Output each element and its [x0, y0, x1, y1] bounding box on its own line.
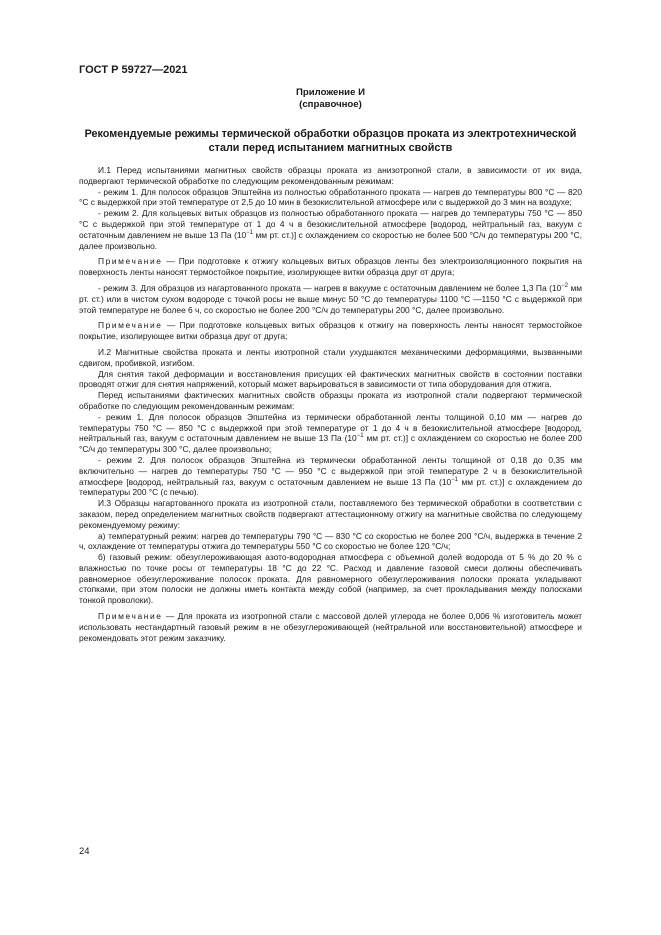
paragraph-i2: И.2 Магнитные свойства проката и ленты изотропной стали ухудшаются механическими деформациями, вызванными сдвигом, пробивкой, изгибом.: [79, 346, 582, 368]
annex-header: [79, 87, 582, 111]
note-3: Примечание — Для проката из изотропной стали с массовой долей углерода не более 0,006 % изготовитель может использовать нестандартный газовый режим в не обезуглероживающей (нейтральной или восстановительной) атмосфере и рекомендовать этот режим заказчику.: [79, 611, 582, 643]
section-heading-line-1: Рекомендуемые режимы термической обработки образцов проката из электротехнической: [84, 128, 577, 140]
section-heading: [79, 127, 582, 155]
paragraph-iso-mode-2: - режим 2. Для полосок образцов Эпштейна из термически обработанной ленты толщиной от 0,18 до 0,35 мм включительно — нагрев до температуры 750 °С — 950 °С с выдержкой при этой температуре 2 ч в безокислительной атмосфере [водород, нейтральный газ, вакуум с остаточным давлением не выше 13 Па ($10^{-1}$ мм рт. ст.)] с охлаждением до температуры 200 °С (с печью).: [79, 454, 582, 498]
paragraph-isotropic-intro: Перед испытаниями фактических магнитных свойств образцы проката из изотропной стали подвергают термической обработке по следующим рекомендованным режимам:: [79, 390, 582, 411]
paragraph-gas-mode: б) газовый режим: обезуглероживающая азото-водородная атмосфера с объемной долей водорода от 5 % до 20 % с влажностью по точке росы от температуры 18 °С до 22 °С. Расход и давление газовой смеси должны обеспечивать равномерное обезуглероживание полосок проката. Для равномерного обезуглероживания полоски проката укладывают стопками, при этом полоски не должны иметь контакта между собой (например, за счет прокладывания между полосками тонкой проволоки).: [79, 552, 582, 606]
note-label: Примечание: [98, 256, 163, 267]
body-text: [79, 165, 582, 643]
annex-type: (справочное): [299, 99, 362, 110]
paragraph-temperature-mode: а) температурный режим: нагрев до температуры 790 °С — 830 °С со скоростью не более 200 °С/ч, выдержка в течение 2 ч, охлаждение от температуры отжига до температуры 550 °С со скоростью не более 120 °С/ч;: [79, 530, 582, 552]
paragraph-stress-relief: Для снятия такой деформации и восстановления присущих ей фактических магнитных свойств в состоянии поставки проводят отжиг для снятия напряжений, который может варьироваться в зависимости от типа оборудования для отжига.: [79, 368, 582, 390]
paragraph-iso-mode-1: - режим 1. Для полосок образцов Эпштейна из термически обработанной ленты толщиной 0,10 мм — нагрев до температуры 750 °С — 850 °С с выдержкой при этой температуре от 1 до 4 ч в безокислительной атмосфере [водород, нейтральный газ, вакуум с остаточным давлением не выше 13 Па ($10^{-1}$ мм рт. ст.)] с охлаждением со скоростью не более 200 °С/ч до температуры 300 °С, далее произвольно;: [79, 411, 582, 455]
annex-title: Приложение И: [296, 87, 365, 98]
paragraph-mode-3: - режим 3. Для образцов из нагартованного проката — нагрев в вакууме с остаточным давлением не более 1,3 Па ($10^{-2}$ мм рт. ст.) или в чистом сухом водороде с точкой росы не выше минус 50 °С до температуры 1100 °С —1150 °С с выдержкой при этой температуре не более 6 ч, со скоростью не более 200 °С/ч до температуры 200 °С, далее произвольно.: [79, 282, 582, 315]
section-heading-line-2: стали перед испытанием магнитных свойств: [208, 142, 453, 154]
document-code: ГОСТ Р 59727—2021: [79, 64, 188, 76]
note-1: Примечание — При подготовке к отжигу кольцевых витых образцов ленты без электроизоляционного покрытия на поверхность ленты наносят термостойкое покрытие, изолирующее витки образца друг от друга;: [79, 256, 582, 278]
paragraph-mode-1: - режим 1. Для полосок образцов Эпштейна из полностью обработанного проката — нагрев до температуры 800 °С — 820 °С с выдержкой при этой температуре от 2,5 до 10 мин в безокислительной атмосфере или с выдержкой до 3 мин на воздухе;: [79, 186, 582, 208]
note-2: Примечание — При подготовке кольцевых витых образцов к отжигу на поверхность ленты наносят термостойкое покрытие, изолирующее витки образца друг от друга;: [79, 320, 582, 342]
paragraph-i3: И.3 Образцы нагартованного проката из изотропной стали, поставляемого без термической обработки в соответствии с заказом, перед определением магнитных свойств подвергают аттестационному отжигу на магнитные свойства по следующему рекомендуемому режиму:: [79, 498, 582, 530]
paragraph-mode-2: - режим 2. Для кольцевых витых образцов из полностью обработанного проката — нагрев до температуры 750 °С — 850 °С с выдержкой при этой температуре от 1 до 4 ч в безокислительной атмосфере [водород, нейтральный газ, вакуум с остаточным давлением не выше 13 Па ($10^{-1}$ мм рт. ст.)] с охлаждением со скоростью не более 500 °С/ч до температуры 200 °С, далее произвольно.: [79, 208, 582, 251]
page-number: 24: [79, 846, 90, 857]
note-label: Примечание: [98, 320, 163, 331]
note-label: Примечание: [98, 611, 163, 622]
paragraph-i1: И.1 Перед испытаниями магнитных свойств образцы проката из анизотропной стали, в зависимости от их вида, подвергают термической обработке по следующим рекомендованным режимам:: [79, 165, 582, 186]
